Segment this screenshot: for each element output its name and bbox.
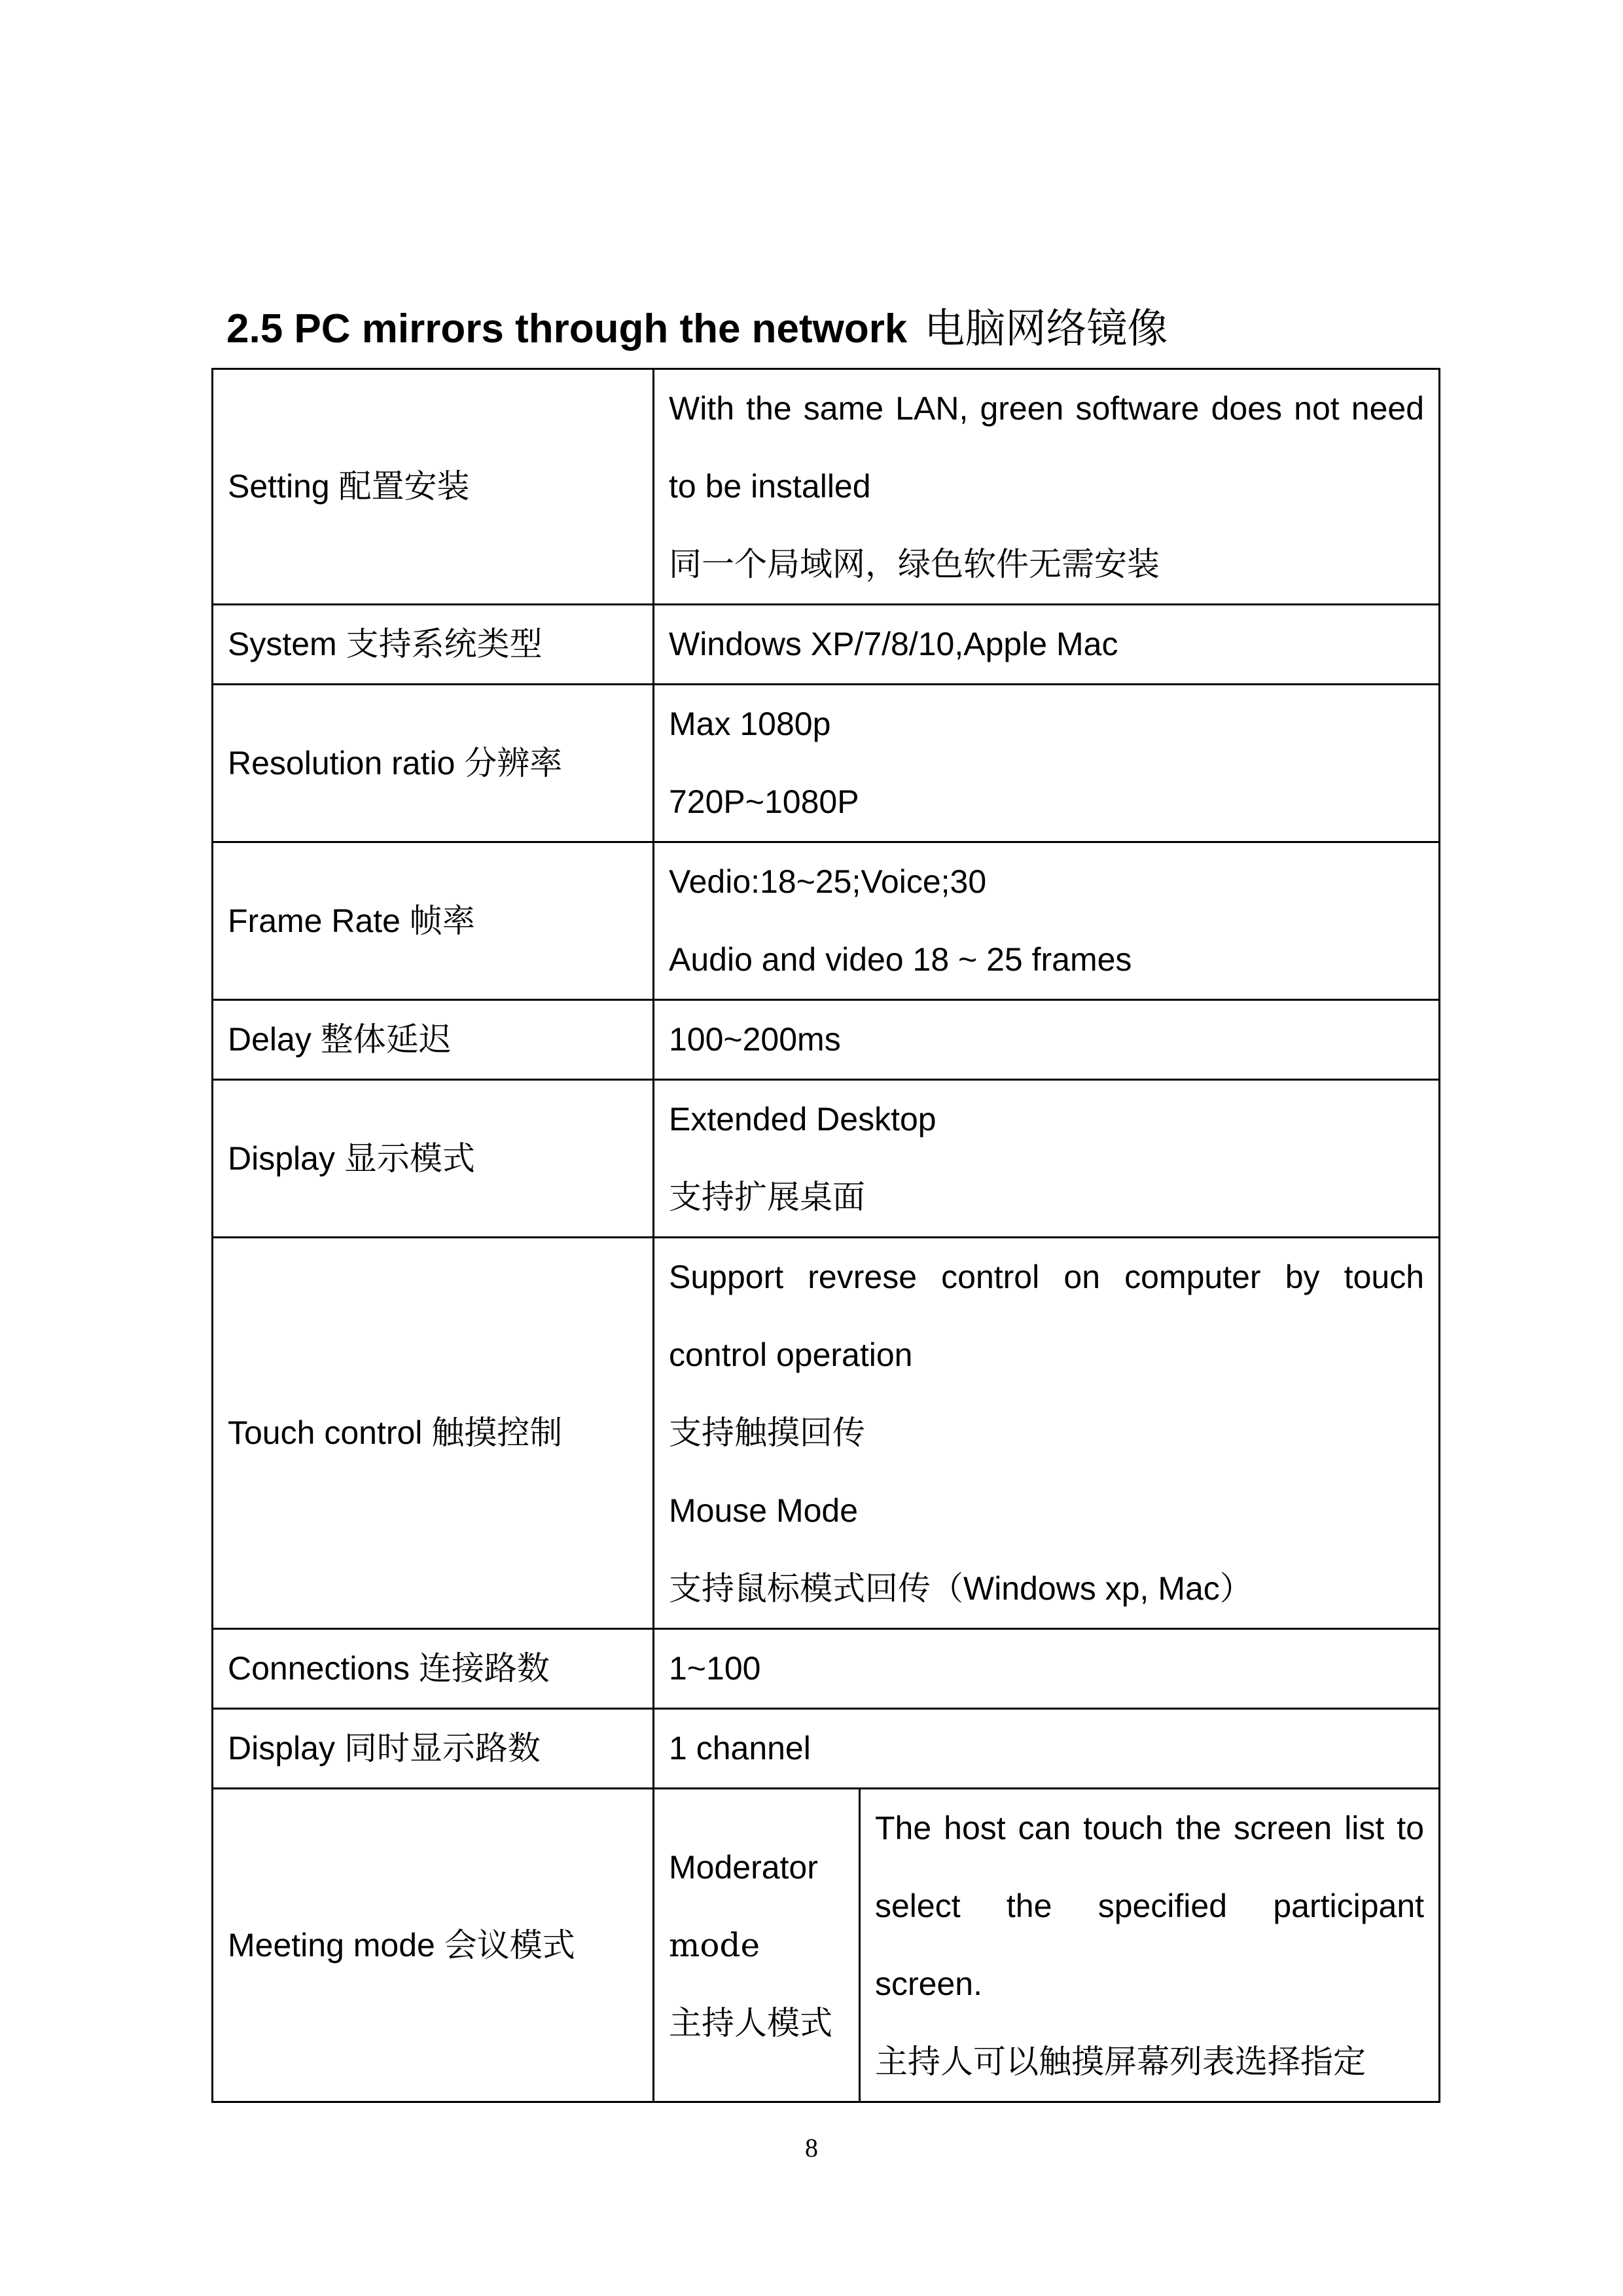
value-line: Mouse Mode xyxy=(669,1492,859,1529)
row-value xyxy=(654,685,1440,842)
row-label: Display 同时显示路数 xyxy=(213,1709,654,1789)
row-sub-label xyxy=(654,1789,860,2102)
table-row-display-mode xyxy=(213,1080,1440,1238)
row-value xyxy=(654,605,1440,685)
row-label: Touch control 触摸控制 xyxy=(213,1238,654,1629)
table-row-display-channels xyxy=(213,1709,1440,1789)
row-value xyxy=(654,1629,1440,1709)
row-value xyxy=(654,369,1440,605)
row-label: Resolution ratio 分辨率 xyxy=(213,685,654,842)
value-line: 支持鼠标模式回传（Windows xp, Mac） xyxy=(669,1570,1253,1607)
table-row-setting xyxy=(213,369,1440,605)
row-label: Meeting mode 会议模式 xyxy=(213,1789,654,2102)
row-value xyxy=(654,1709,1440,1789)
row-label: Delay 整体延迟 xyxy=(213,1000,654,1080)
value-line: Support revrese control on computer by touch control operation xyxy=(669,1259,1425,1373)
value-line: Max 1080p xyxy=(669,706,831,742)
row-value xyxy=(654,1000,1440,1080)
row-value xyxy=(860,1789,1440,2102)
table-row-system xyxy=(213,605,1440,685)
value-line: 720P~1080P xyxy=(669,783,859,820)
value-line: 支持触摸回传 xyxy=(669,1414,865,1451)
spec-table xyxy=(211,368,1440,2103)
value-line: With the same LAN, green software does not need to be installed xyxy=(669,390,1425,505)
row-label: Frame Rate 帧率 xyxy=(213,842,654,1000)
value-line: The host can touch the screen list to select the specified participant screen. xyxy=(875,1810,1425,2002)
value-line: 1~100 xyxy=(669,1650,761,1687)
table-row-touch-control xyxy=(213,1238,1440,1629)
value-line: 1 channel xyxy=(669,1730,811,1767)
row-label: Display 显示模式 xyxy=(213,1080,654,1238)
page-number: 8 xyxy=(805,2133,818,2162)
section-title: 2.5 PC mirrors through the network xyxy=(226,306,908,351)
value-line: Windows XP/7/8/10,Apple Mac xyxy=(669,626,1118,662)
value-line: 支持扩展桌面 xyxy=(669,1179,865,1215)
value-line: Extended Desktop xyxy=(669,1101,936,1138)
row-label: Setting 配置安装 xyxy=(213,369,654,605)
row-value xyxy=(654,1238,1440,1629)
value-line: 100~200ms xyxy=(669,1021,841,1058)
row-value xyxy=(654,1080,1440,1238)
table-row-frame-rate xyxy=(213,842,1440,1000)
value-line: Vedio:18~25;Voice;30 xyxy=(669,863,987,900)
value-line: Audio and video 18 ~ 25 frames xyxy=(669,941,1132,978)
value-line: 同一个局域网，绿色软件无需安装 xyxy=(669,546,1160,583)
table-row-connections xyxy=(213,1629,1440,1709)
section-title-cn: 电脑网络镜像 xyxy=(924,306,1168,351)
table-row-resolution xyxy=(213,685,1440,842)
table-row-meeting-mode xyxy=(213,1789,1440,2102)
row-label: System 支持系统类型 xyxy=(213,605,654,685)
row-value xyxy=(654,842,1440,1000)
value-line: 主持人可以触摸屏幕列表选择指定 xyxy=(875,2043,1366,2080)
section-heading xyxy=(226,300,1168,359)
row-label: Connections 连接路数 xyxy=(213,1629,654,1709)
sub-label-line: 主持人模式 xyxy=(669,2004,832,2041)
sub-label-line: mode xyxy=(669,1926,760,1964)
sub-label-line: Moderator xyxy=(669,1848,818,1886)
table-row-delay xyxy=(213,1000,1440,1080)
